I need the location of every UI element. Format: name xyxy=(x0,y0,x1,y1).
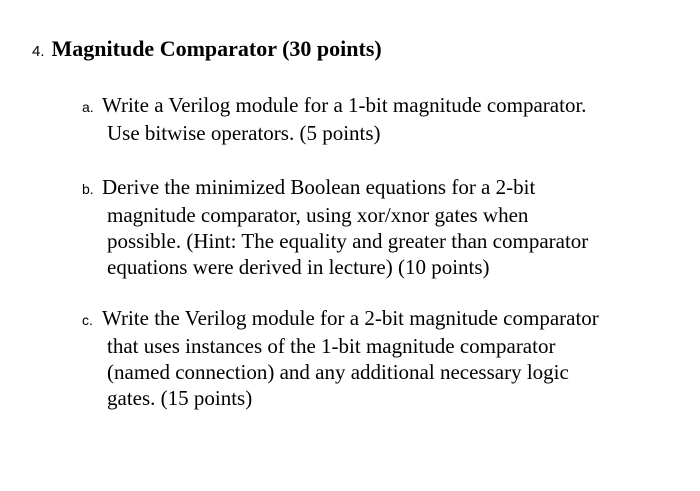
part-b-line-3: possible. (Hint: The equality and greater than comparator xyxy=(107,229,589,253)
question-heading xyxy=(32,36,382,62)
part-b-text-1: Derive the minimized Boolean equations for a 2-bit xyxy=(102,175,536,199)
question-title: Magnitude Comparator (30 points) xyxy=(51,36,382,61)
part-c xyxy=(82,305,682,411)
part-c-line-1 xyxy=(82,305,682,333)
part-b-line-2: magnitude comparator, using xor/xnor gates when xyxy=(107,203,529,227)
part-c-letter: c. xyxy=(82,312,93,328)
part-a-letter: a. xyxy=(82,99,94,115)
part-c-line-4: gates. (15 points) xyxy=(107,386,253,410)
part-b-letter: b. xyxy=(82,181,94,197)
part-b xyxy=(82,174,682,280)
part-a-line-1 xyxy=(82,92,682,120)
part-b-line-1 xyxy=(82,174,682,202)
part-a-text-1: Write a Verilog module for a 1-bit magnitude comparator. xyxy=(102,93,587,117)
part-c-text-1: Write the Verilog module for a 2-bit magnitude comparator xyxy=(102,306,599,330)
part-b-line-4: equations were derived in lecture) (10 points) xyxy=(107,255,490,279)
part-c-line-3: (named connection) and any additional necessary logic xyxy=(107,360,569,384)
question-number: 4. xyxy=(32,43,45,60)
part-c-line-2: that uses instances of the 1-bit magnitude comparator xyxy=(107,334,556,358)
part-a-line-2: Use bitwise operators. (5 points) xyxy=(107,121,381,145)
part-a xyxy=(82,92,682,146)
